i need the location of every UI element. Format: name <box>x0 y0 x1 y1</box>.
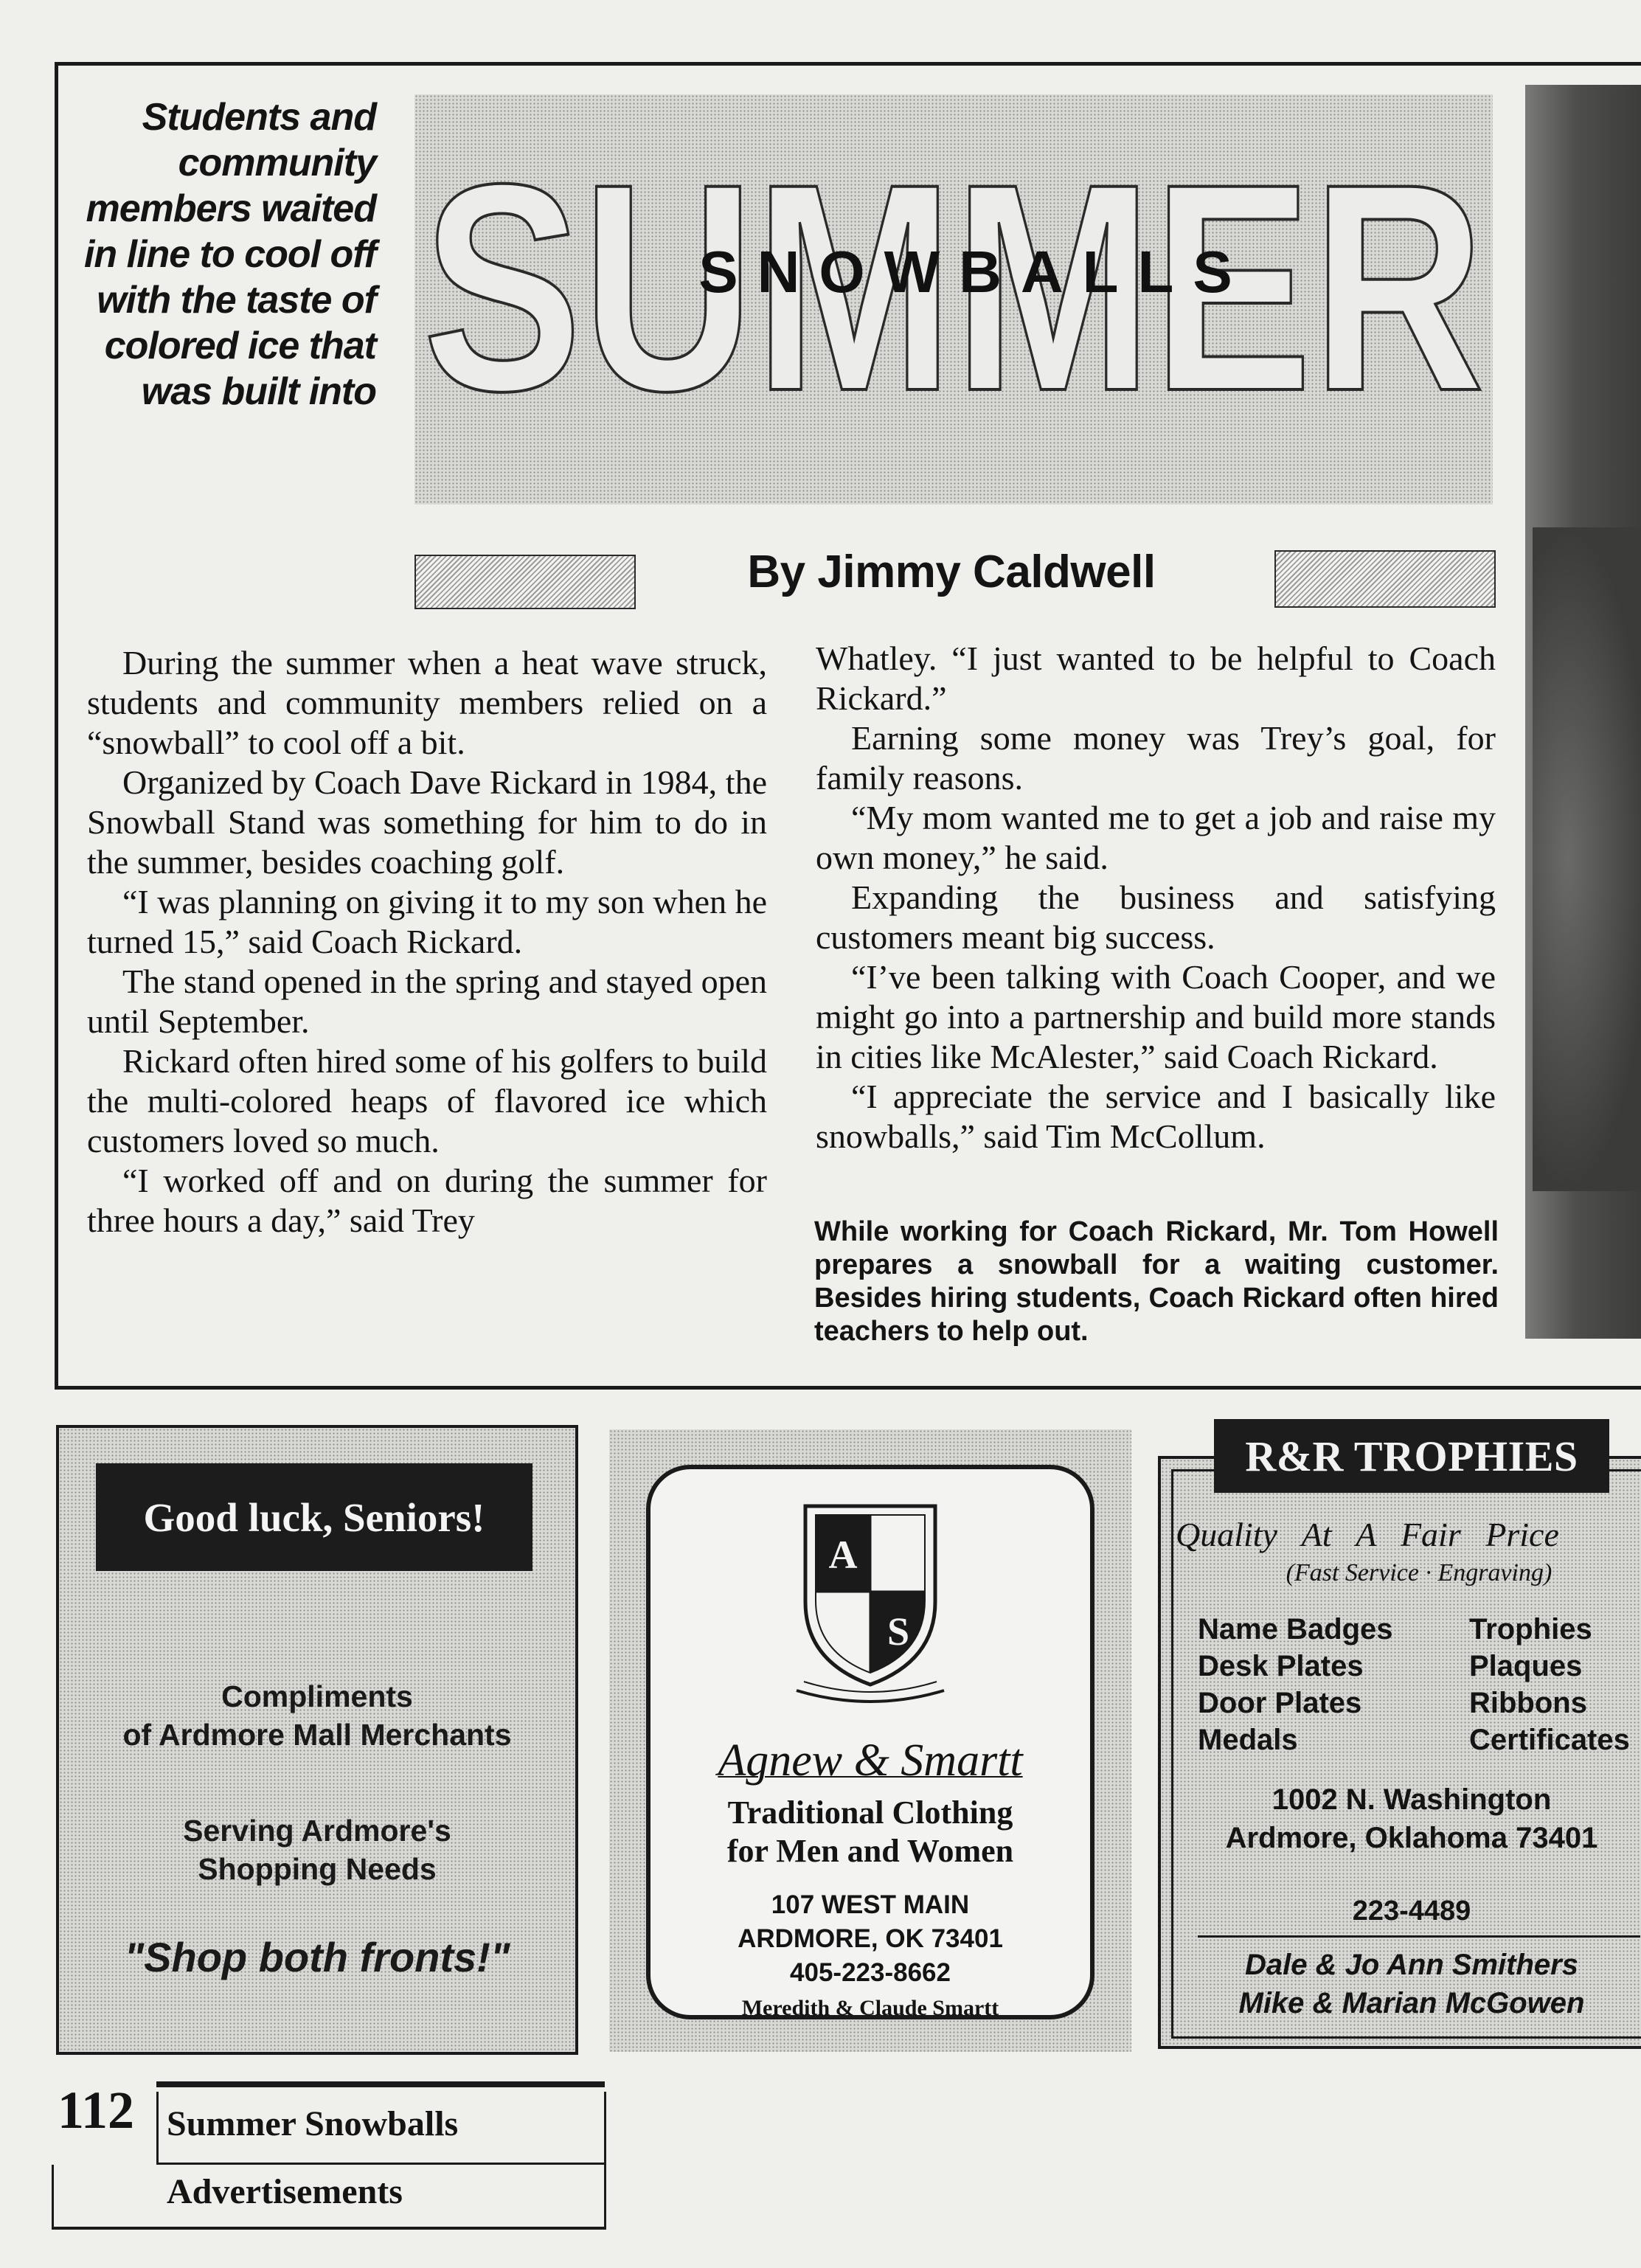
mall-compliments <box>59 1677 575 1754</box>
list-item: Name Badges <box>1198 1613 1393 1645</box>
crest-letter-s: S <box>887 1609 910 1654</box>
folio-section-title: Summer Snowballs <box>167 2104 459 2143</box>
agnew-address <box>650 1888 1090 1990</box>
folio-subsection-title: Advertisements <box>167 2172 403 2211</box>
ad-agnew-smartt <box>609 1429 1131 2052</box>
agnew-owners: Meredith & Claude Smartt <box>741 1996 999 2020</box>
mall-serving-line: Shopping Needs <box>198 1852 437 1886</box>
mall-serving <box>59 1811 575 1888</box>
trophies-phone: 223-4489 <box>1352 1896 1471 1927</box>
paragraph: “I worked off and on during the summer for three hours a day,” said Trey <box>87 1162 767 1239</box>
crest-icon <box>791 1491 950 1713</box>
trophies-address-line: Ardmore, Oklahoma 73401 <box>1225 1822 1598 1854</box>
paragraph: “I was planning on giving it to my son when he turned 15,” said Coach Rickard. <box>87 883 767 960</box>
headline-summer: SUMMER <box>423 122 1485 452</box>
trophies-subslogan: (Fast Service · Engraving) <box>1286 1559 1552 1586</box>
byline: By Jimmy Caldwell <box>747 547 1156 597</box>
paragraph: Organized by Coach Dave Rickard in 1984, the Snowball Stand was something for him to do in the summer, besides coaching golf. <box>87 763 767 881</box>
paragraph: The stand opened in the spring and stayed open until September. <box>87 963 767 1040</box>
agnew-tagline <box>650 1794 1090 1870</box>
trophies-banner: R&R TROPHIES <box>1214 1419 1609 1493</box>
mall-serving-line: Serving Ardmore's <box>183 1814 451 1848</box>
agnew-tagline-line: for Men and Women <box>726 1833 1014 1869</box>
photo-caption: While working for Coach Rickard, Mr. Tom Howell prepares a snowball for a waiting customer. Besides hiring students, Coach Rickard often hired teachers to help out. <box>814 1216 1499 1347</box>
mall-compliments-line: Compliments <box>221 1679 413 1713</box>
trophies-owners <box>1161 1946 1641 2022</box>
trophies-owners-line: Dale & Jo Ann Smithers <box>1245 1949 1578 1981</box>
agnew-card <box>646 1465 1094 2019</box>
mall-banner: Good luck, Seniors! <box>96 1463 532 1571</box>
ad-ardmore-mall <box>56 1425 578 2055</box>
agnew-tagline-line: Traditional Clothing <box>727 1794 1013 1831</box>
list-item: Door Plates <box>1198 1687 1362 1719</box>
paragraph: During the summer when a heat wave struck, students and community members relied on a “snowball” to cool off a bit. <box>87 644 767 761</box>
paragraph: Earning some money was Trey’s goal, for family reasons. <box>816 719 1496 797</box>
byline-ornament-left <box>414 555 636 609</box>
trophies-owners-line: Mike & Marian McGowen <box>1238 1987 1585 2019</box>
agnew-phone: 405-223-8662 <box>790 1958 951 1987</box>
byline-ornament-right <box>1274 550 1496 608</box>
paragraph: Rickard often hired some of his golfers to build the multi-colored heaps of flavored ice which customers loved so much. <box>87 1042 767 1159</box>
divider <box>1198 1935 1640 1938</box>
trophies-address-line: 1002 N. Washington <box>1271 1783 1552 1816</box>
crest-letter-a: A <box>828 1533 858 1577</box>
trophies-slogan: Quality At A Fair Price <box>1176 1516 1559 1553</box>
paragraph: “I appreciate the service and I basically like snowballs,” said Tim McCollum. <box>816 1078 1496 1155</box>
side-caption: Students and community members waited in line to cool off with the taste of colored ice that was built into <box>83 96 376 413</box>
story-column-right <box>816 639 1496 1156</box>
agnew-address-line: ARDMORE, OK 73401 <box>738 1924 1003 1953</box>
headline-snowballs: SNOWBALLS <box>698 239 1252 305</box>
paragraph: Expanding the business and satisfying customers meant big success. <box>816 878 1496 956</box>
list-item: Medals <box>1198 1724 1298 1756</box>
list-item: Certificates <box>1469 1724 1630 1756</box>
headline-graphic <box>414 94 1493 504</box>
trophies-list-left <box>1198 1611 1393 1758</box>
agnew-name: Agnew & Smartt <box>718 1735 1023 1786</box>
story-column-left <box>87 643 767 1241</box>
headline-svg <box>414 94 1493 504</box>
ad-rr-trophies <box>1158 1456 1641 2049</box>
trophies-address <box>1161 1780 1641 1857</box>
trophies-list-right <box>1469 1611 1630 1758</box>
agnew-address-line: 107 WEST MAIN <box>771 1890 970 1919</box>
mall-slogan: "Shop both fronts!" <box>124 1934 510 1980</box>
page-number: 112 <box>58 2081 135 2140</box>
mall-compliments-line: of Ardmore Mall Merchants <box>122 1718 512 1752</box>
paragraph: “My mom wanted me to get a job and raise my own money,” he said. <box>816 799 1496 876</box>
list-item: Ribbons <box>1469 1687 1587 1719</box>
list-item: Trophies <box>1469 1613 1592 1645</box>
feature-photo <box>1525 85 1641 1339</box>
paragraph: “I’ve been talking with Coach Cooper, and we might go into a partnership and build more stands in cities like McAlester,” said Coach Rickard. <box>816 958 1496 1075</box>
paragraph: Whatley. “I just wanted to be helpful to Coach Rickard.” <box>816 639 1496 717</box>
list-item: Plaques <box>1469 1650 1583 1682</box>
list-item: Desk Plates <box>1198 1650 1364 1682</box>
